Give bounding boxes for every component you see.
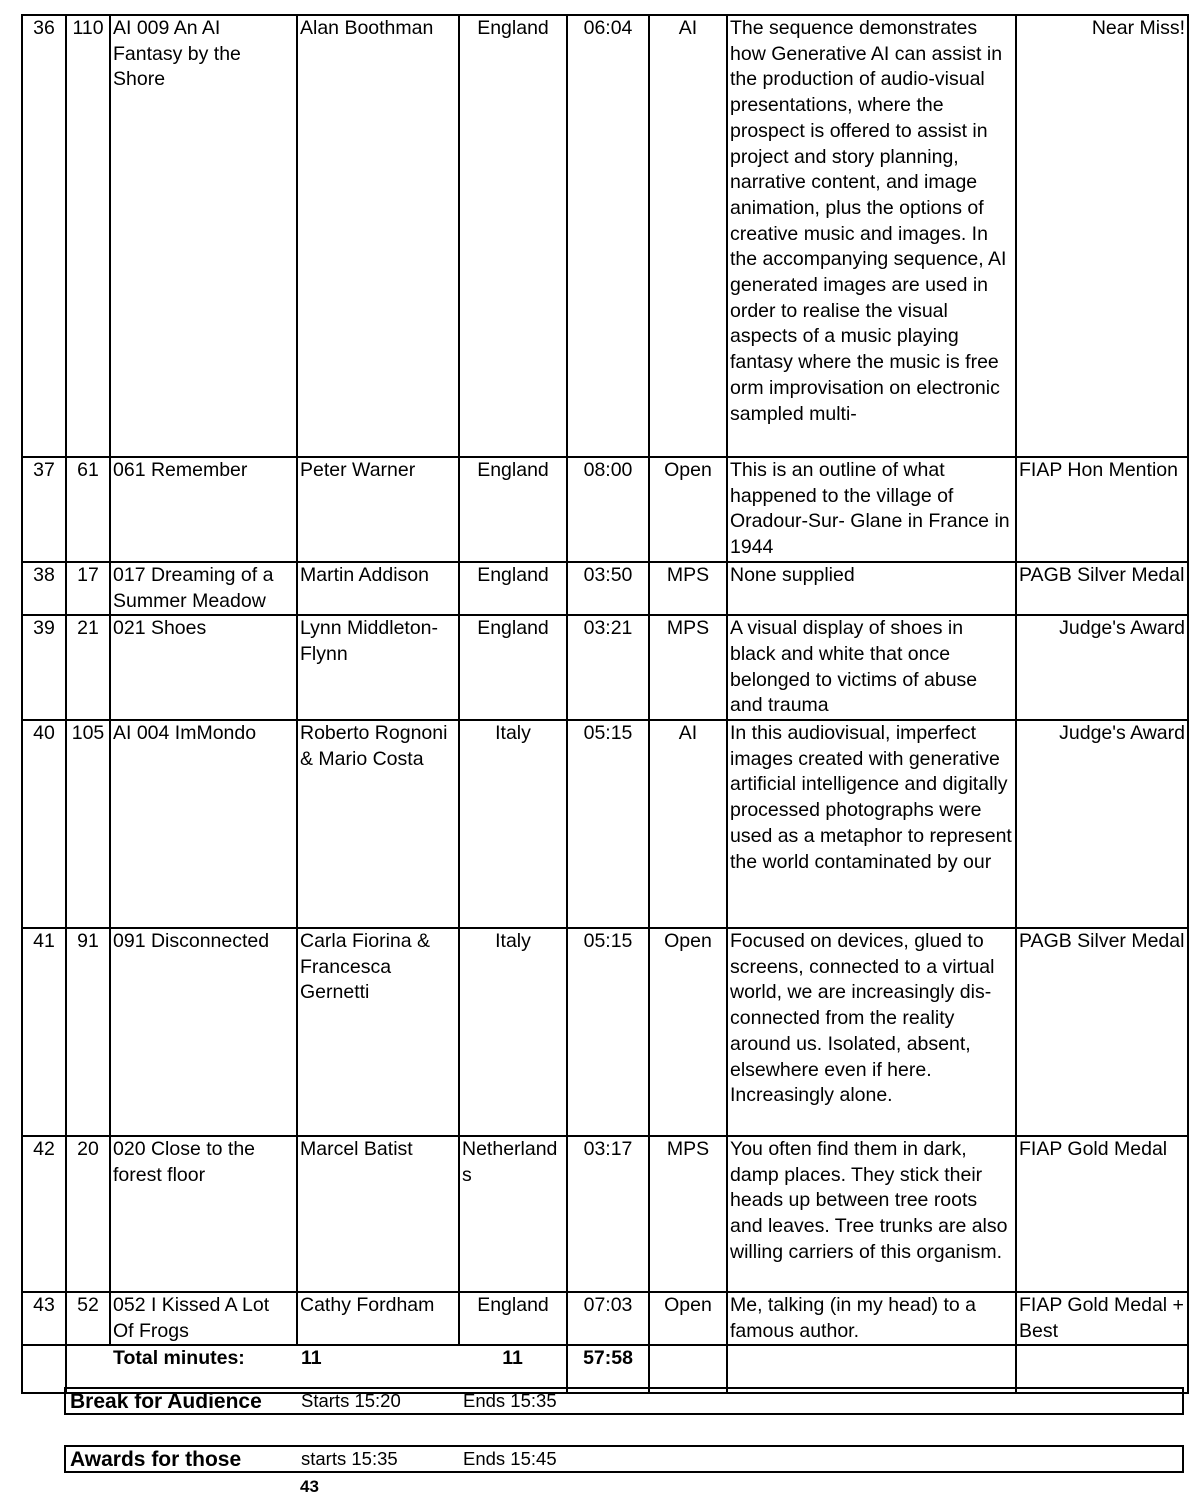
entry-author: Roberto Rognoni & Mario Costa	[297, 720, 459, 928]
entry-country: England	[459, 615, 567, 720]
table-row	[22, 615, 1188, 720]
row-number: 37	[22, 457, 66, 562]
row-number: 41	[22, 928, 66, 1136]
entry-id: 17	[66, 562, 110, 615]
break-end-time: Ends 15:35	[463, 1390, 557, 1411]
entry-author: Lynn Middleton-Flynn	[297, 615, 459, 720]
break-start-time: Starts 15:20	[301, 1390, 401, 1411]
entry-author: Cathy Fordham	[297, 1292, 459, 1345]
entry-id: 21	[66, 615, 110, 720]
entry-id: 105	[66, 720, 110, 928]
entry-award: PAGB Silver Medal	[1016, 562, 1188, 615]
entry-duration: 08:00	[567, 457, 649, 562]
entry-description: Focused on devices, glued to screens, connected to a virtual world, we are increasingly dis-connected from the reality around us. Isolated, absent, elsewhere even if here. Increasingly alone.	[727, 928, 1016, 1136]
entry-id: 91	[66, 928, 110, 1136]
entry-description: In this audiovisual, imperfect images created with generative artificial intelligence and digitally processed photographs were used as a metaphor to represent the world contaminated by our	[727, 720, 1016, 928]
entry-description: None supplied	[727, 562, 1016, 615]
entry-category: Open	[649, 1292, 727, 1345]
entry-award: FIAP Gold Medal	[1016, 1136, 1188, 1292]
entry-award: Judge's Award	[1016, 720, 1188, 928]
entry-id: 61	[66, 457, 110, 562]
break-label: Break for Audience	[70, 1390, 262, 1413]
awards-section	[64, 1445, 1184, 1473]
row-number: 40	[22, 720, 66, 928]
entry-duration: 06:04	[567, 15, 649, 457]
entry-duration: 03:50	[567, 562, 649, 615]
entry-award: FIAP Hon Mention	[1016, 457, 1188, 562]
entry-duration: 07:03	[567, 1292, 649, 1345]
entry-category: Open	[649, 928, 727, 1136]
entry-title: 020 Close to the forest floor	[110, 1136, 297, 1292]
awards-start-time: starts 15:35	[301, 1448, 398, 1469]
entry-description: The sequence demonstrates how Generative AI can assist in the production of audio-visual presentations, where the prospect is offered to assist in project and story planning, narrative content, and image animation, plus the options of creative music and images. In the accompanying sequence, AI generated images are used in order to realise the visual aspects of a music playing fantasy where the music is free orm improvisation on electronic sampled multi-	[727, 15, 1016, 457]
row-number: 38	[22, 562, 66, 615]
entry-duration: 05:15	[567, 928, 649, 1136]
entry-award: Near Miss!	[1016, 15, 1188, 457]
entry-author: Peter Warner	[297, 457, 459, 562]
entry-author: Carla Fiorina & Francesca Gernetti	[297, 928, 459, 1136]
entry-country: Netherlands	[459, 1136, 567, 1292]
table-row	[22, 562, 1188, 615]
entry-award: FIAP Gold Medal + Best	[1016, 1292, 1188, 1345]
entry-author: Marcel Batist	[297, 1136, 459, 1292]
entry-title: 017 Dreaming of a Summer Meadow	[110, 562, 297, 615]
schedule-table	[21, 14, 1189, 1394]
entry-title: 052 I Kissed A Lot Of Frogs	[110, 1292, 297, 1345]
entry-duration: 03:21	[567, 615, 649, 720]
total-time: 57:58	[567, 1345, 649, 1393]
awards-count: 43	[300, 1477, 319, 1496]
entry-title: 061 Remember	[110, 457, 297, 562]
entry-author: Alan Boothman	[297, 15, 459, 457]
entry-country: Italy	[459, 720, 567, 928]
entry-category: MPS	[649, 1136, 727, 1292]
table-row	[22, 720, 1188, 928]
authors-count: 11	[297, 1345, 459, 1393]
entry-id: 110	[66, 15, 110, 457]
break-section	[64, 1387, 1184, 1415]
entry-description: This is an outline of what happened to the village of Oradour-Sur- Glane in France in 1944	[727, 457, 1016, 562]
table-row	[22, 457, 1188, 562]
entry-description: Me, talking (in my head) to a famous author.	[727, 1292, 1016, 1345]
entry-award: PAGB Silver Medal	[1016, 928, 1188, 1136]
totals-label: Total minutes:	[66, 1345, 297, 1393]
entry-title: AI 004 ImMondo	[110, 720, 297, 928]
entry-country: England	[459, 1292, 567, 1345]
table-row	[22, 1292, 1188, 1345]
entry-country: England	[459, 562, 567, 615]
entry-country: England	[459, 457, 567, 562]
entry-author: Martin Addison	[297, 562, 459, 615]
entry-duration: 05:15	[567, 720, 649, 928]
entry-description: A visual display of shoes in black and white that once belonged to victims of abuse and trauma	[727, 615, 1016, 720]
entry-title: 021 Shoes	[110, 615, 297, 720]
entry-category: MPS	[649, 615, 727, 720]
entry-category: AI	[649, 15, 727, 457]
row-number: 36	[22, 15, 66, 457]
table-row	[22, 1136, 1188, 1292]
table-row	[22, 15, 1188, 457]
entry-category: MPS	[649, 562, 727, 615]
entry-title: AI 009 An AI Fantasy by the Shore	[110, 15, 297, 457]
row-number: 42	[22, 1136, 66, 1292]
awards-end-time: Ends 15:45	[463, 1448, 557, 1469]
entry-description: You often find them in dark, damp places. They stick their heads up between tree roots and leaves. Tree trunks are also willing carriers of this organism.	[727, 1136, 1016, 1292]
entry-country: England	[459, 15, 567, 457]
table-row	[22, 928, 1188, 1136]
row-number: 39	[22, 615, 66, 720]
row-number: 43	[22, 1292, 66, 1345]
entry-title: 091 Disconnected	[110, 928, 297, 1136]
countries-count: 11	[459, 1345, 567, 1393]
entry-category: AI	[649, 720, 727, 928]
awards-label: Awards for those	[70, 1448, 242, 1471]
entry-id: 20	[66, 1136, 110, 1292]
entry-id: 52	[66, 1292, 110, 1345]
entry-country: Italy	[459, 928, 567, 1136]
entry-duration: 03:17	[567, 1136, 649, 1292]
entry-award: Judge's Award	[1016, 615, 1188, 720]
entry-category: Open	[649, 457, 727, 562]
